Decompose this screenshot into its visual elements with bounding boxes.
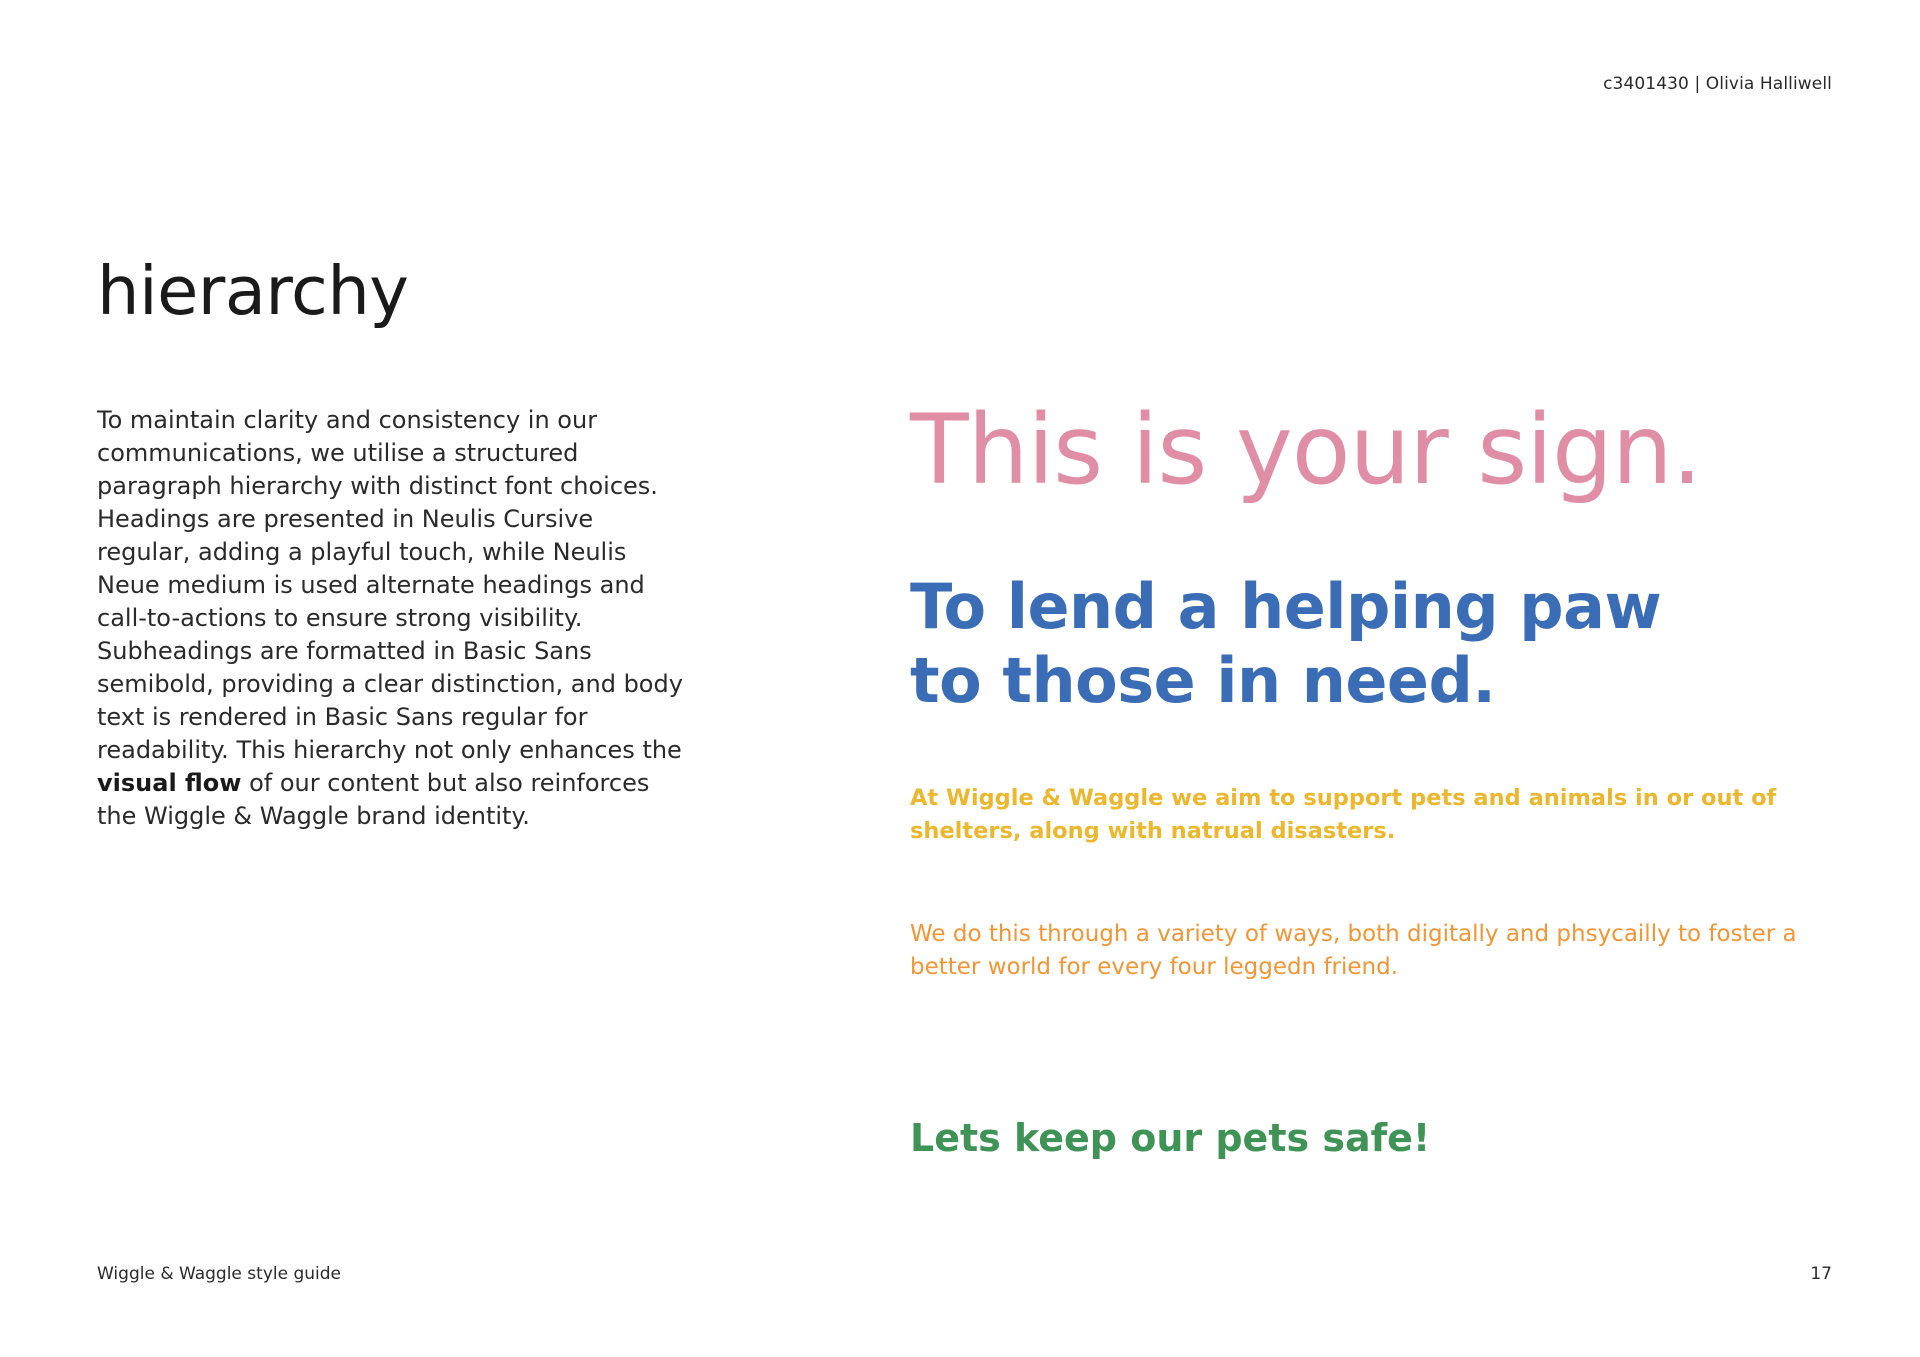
sample-subheading: At Wiggle & Waggle we aim to support pets and animals in or out of shelters, along with natrual disasters. [910, 785, 1777, 844]
sample-body-text: We do this through a variety of ways, both digitally and phsycailly to foster a better world for every four leggedn friend. [910, 921, 1797, 980]
author-id-label: c3401430 | Olivia Halliwell [1603, 74, 1832, 94]
footer-guide-name: Wiggle & Waggle style guide [97, 1264, 342, 1284]
page-number: 17 [1810, 1264, 1832, 1284]
description-text-end: of our content but also reinforces the Wiggle & Waggle brand identity. [97, 769, 650, 830]
description-text-start: To maintain clarity and consistency in our communications, we utilise a structured paragraph hierarchy with distinct font choices. Headings are presented in Neulis Cursive regular, adding a playful touch, while Neulis Neue medium is used alternate headings and call-to-actions to ensure strong visibility. Subheadings are formatted in Basic Sans semibold, providing a clear distinction, and body text is rendered in Basic Sans regular for readability. This hierarchy not only enhances the [97, 406, 683, 764]
sample-call-to-action: Lets keep our pets safe! [910, 1116, 1431, 1160]
sample-heading: This is your sign. [910, 394, 1702, 506]
alternate-heading-line-1: To lend a helping paw [910, 570, 1662, 643]
hierarchy-description [97, 404, 687, 833]
alternate-heading-line-2: to those in need. [910, 644, 1496, 717]
description-bold-phrase: visual flow [97, 769, 242, 797]
sample-alternate-heading [910, 570, 1810, 718]
section-title: hierarchy [97, 252, 409, 330]
